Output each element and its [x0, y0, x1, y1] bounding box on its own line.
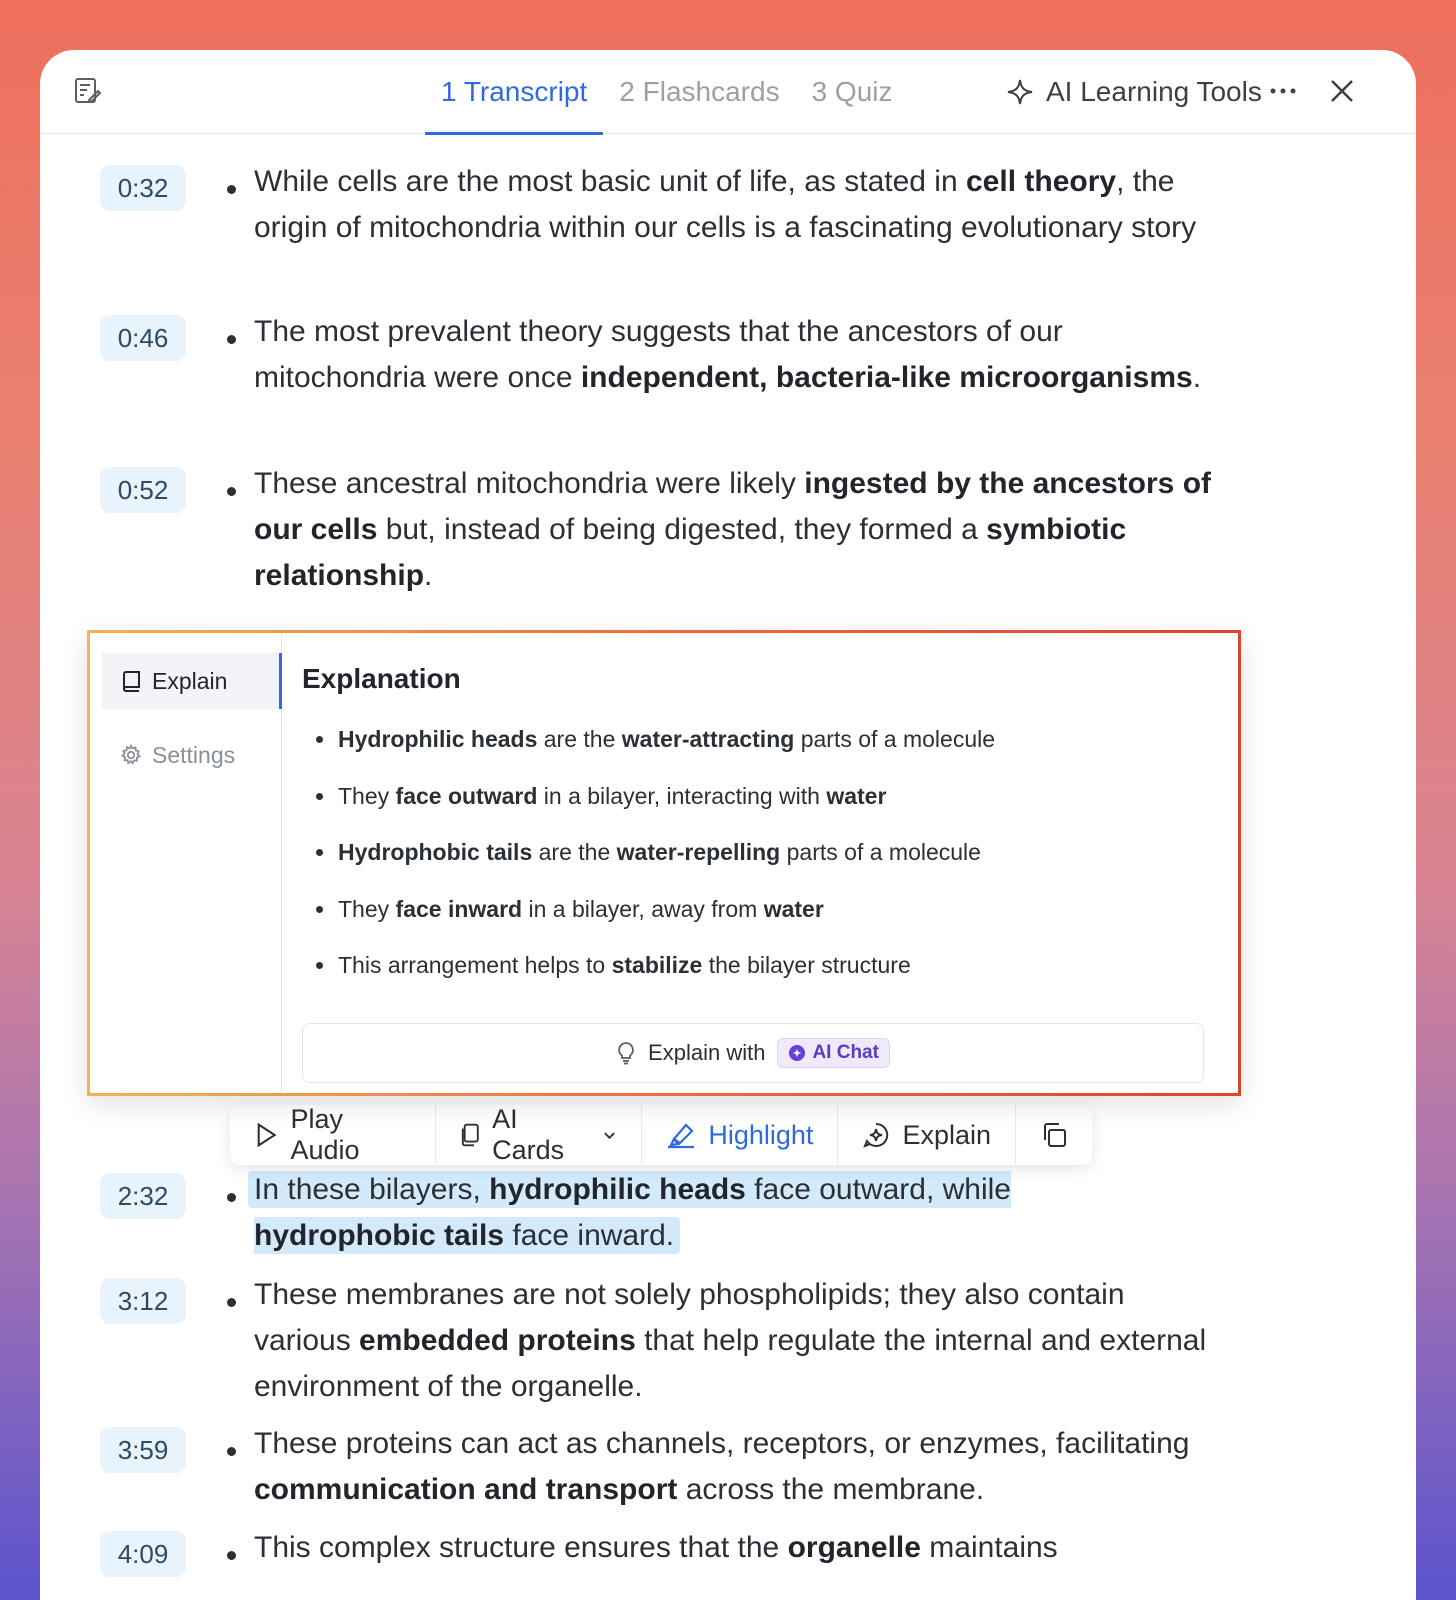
notes-icon[interactable]: [72, 76, 102, 106]
bullet: [227, 1551, 236, 1560]
ai-cards-button[interactable]: [436, 1105, 643, 1165]
sidebar-item-settings[interactable]: [102, 727, 282, 783]
explain-with-label: Explain with: [648, 1040, 766, 1065]
explanation-popover: [87, 630, 1241, 1096]
play-audio-button[interactable]: [230, 1105, 436, 1165]
copy-button[interactable]: [1016, 1105, 1092, 1165]
transcript-text: While cells are the most basic unit of life, as stated in cell theory, the origin of mitochondria within our cells is a fascinating evolutionary story: [254, 165, 1197, 244]
bullet: [227, 1298, 236, 1307]
more-icon[interactable]: [1268, 76, 1298, 106]
play-audio-label: Play Audio: [290, 1105, 360, 1165]
explanation-list: [302, 711, 1222, 994]
settings-tab-label: Settings: [152, 741, 236, 768]
popover-sidebar: [90, 633, 282, 1093]
transcript-window: [40, 50, 1416, 1600]
timestamp-button[interactable]: 0:46: [100, 315, 186, 361]
bullet: [227, 487, 236, 496]
ai-chat-label: AI Chat: [812, 1042, 879, 1063]
explanation-item: This arrangement helps to stabilize the bilayer structure: [302, 937, 1222, 994]
explanation-item: They face outward in a bilayer, interacting with water: [302, 768, 1222, 825]
ai-chat-badge: [777, 1038, 890, 1068]
copy-icon: [1040, 1121, 1068, 1149]
timestamp-button[interactable]: 0:52: [100, 467, 186, 513]
sparkle-icon: [1006, 78, 1034, 106]
timestamp-button[interactable]: 0:32: [100, 165, 186, 211]
explain-sparkle-icon: [862, 1121, 890, 1149]
ai-chat-icon: [788, 1044, 806, 1062]
transcript-text: These ancestral mitochondria were likely ingested by the ancestors of our cells but, instead of being digested, they formed a symbiotic relationship.: [254, 467, 1212, 592]
explanation-item: They face inward in a bilayer, away from water: [302, 881, 1222, 938]
transcript-text-highlighted[interactable]: In these bilayers, hydrophilic heads face outward, while hydrophobic tails face inward.: [254, 1167, 1074, 1259]
tab-transcript[interactable]: 1 Transcript: [425, 50, 603, 134]
explanation-item: Hydrophobic tails are the water-repelling parts of a molecule: [302, 824, 1222, 881]
popover-content: [302, 651, 1222, 1065]
bullet: [227, 185, 236, 194]
ai-learning-tools-button[interactable]: [1006, 72, 1262, 112]
highlight-button[interactable]: [642, 1105, 838, 1165]
ai-cards-label: AI Cards: [492, 1105, 565, 1165]
explanation-title: Explanation: [302, 663, 461, 694]
sidebar-item-explain[interactable]: [102, 653, 282, 709]
transcript-text: The most prevalent theory suggests that the ancestors of our mitochondria were once independent, bacteria-like microorganisms.: [254, 315, 1202, 394]
explain-button[interactable]: [838, 1105, 1016, 1165]
book-icon: [120, 670, 142, 692]
timestamp-button[interactable]: 3:12: [100, 1278, 186, 1324]
bullet: [227, 1193, 236, 1202]
transcript-text: These proteins can act as channels, receptors, or enzymes, facilitating communication and transport across the membrane.: [254, 1427, 1190, 1506]
timestamp-button[interactable]: 2:32: [100, 1173, 186, 1219]
close-icon[interactable]: [1326, 75, 1358, 107]
highlighter-icon: [666, 1121, 696, 1149]
bullet: [227, 335, 236, 344]
gear-icon: [120, 744, 142, 766]
explain-label: Explain: [902, 1119, 991, 1150]
lightbulb-icon: [616, 1041, 636, 1065]
bullet: [227, 1447, 236, 1456]
top-bar: [40, 50, 1416, 134]
timestamp-button[interactable]: 4:09: [100, 1531, 186, 1577]
cards-icon: [460, 1122, 481, 1148]
timestamp-button[interactable]: 3:59: [100, 1427, 186, 1473]
chevron-down-icon: [602, 1127, 617, 1143]
tab-flashcards[interactable]: 2 Flashcards: [619, 76, 780, 107]
transcript-text: This complex structure ensures that the organelle maintains: [254, 1531, 1058, 1564]
explain-with-ai-chat-button[interactable]: [302, 1023, 1204, 1083]
transcript-text: These membranes are not solely phospholipids; they also contain various embedded proteins that help regulate the internal and external environment of the organelle.: [254, 1278, 1207, 1403]
highlight-label: Highlight: [708, 1119, 814, 1150]
play-icon: [254, 1121, 278, 1149]
selection-toolbar: [230, 1105, 1092, 1165]
explanation-item: Hydrophilic heads are the water-attracting parts of a molecule: [302, 711, 1222, 768]
explain-tab-label: Explain: [152, 667, 228, 694]
ai-learning-tools-label: AI Learning Tools: [1046, 76, 1262, 107]
tab-quiz[interactable]: 3 Quiz: [811, 76, 893, 107]
tab-bar: [425, 50, 909, 134]
